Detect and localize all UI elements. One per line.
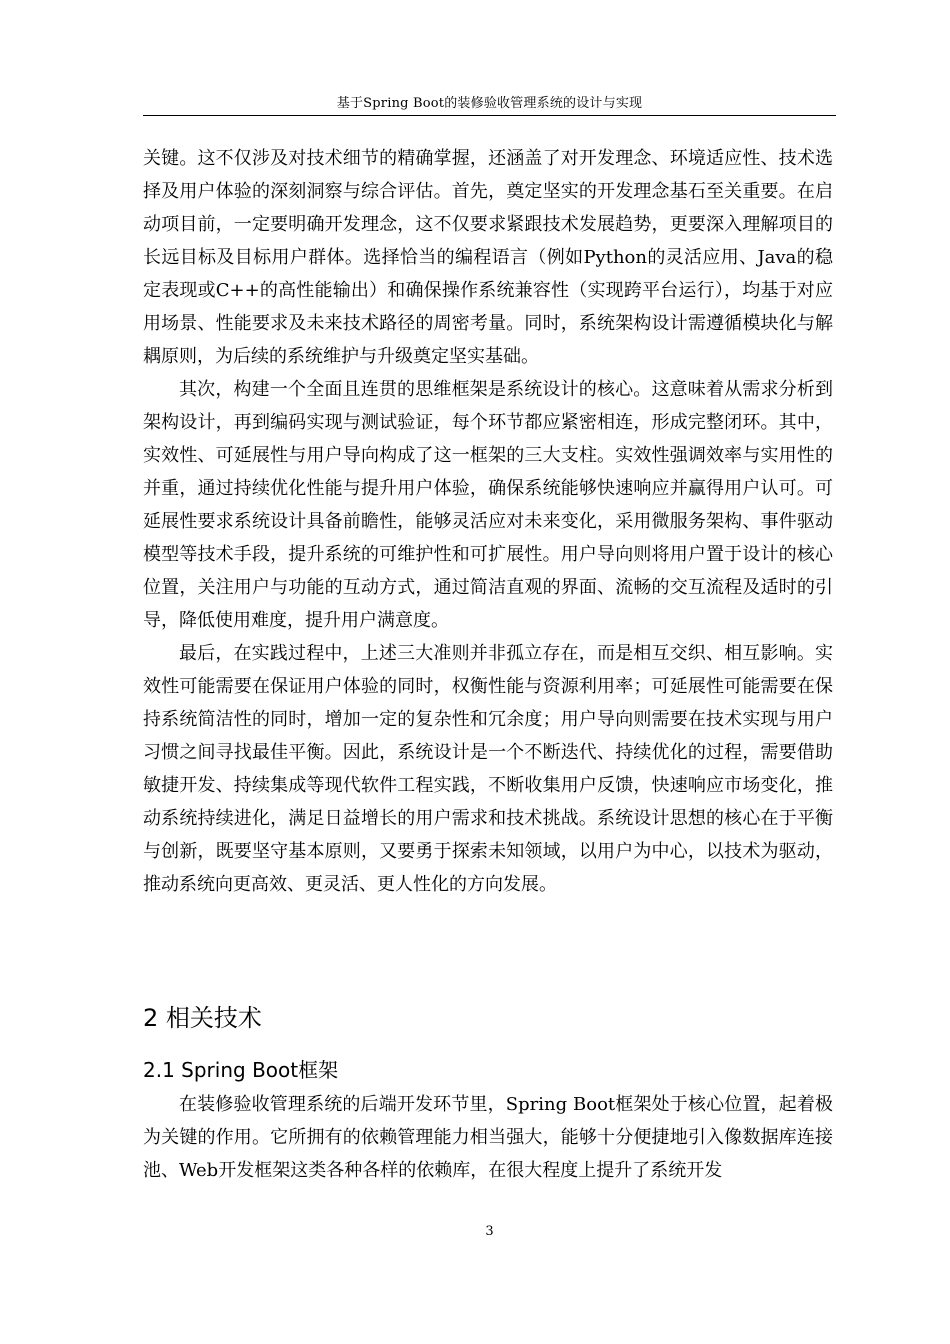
page-number: 3 — [485, 1224, 494, 1239]
running-header: 基于Spring Boot的装修验收管理系统的设计与实现 — [336, 96, 643, 111]
header-rule — [143, 115, 836, 116]
section-heading: 2 相关技术 — [143, 1004, 262, 1032]
section-body — [143, 1088, 833, 1187]
paragraph-3: 最后，在实践过程中，上述三大准则并非孤立存在，而是相互交织、相互影响。实效性可能需要在保证用户体验的同时，权衡性能与资源利用率；可延展性可能需要在保持系统简洁性的同时，增加一定的复杂性和冗余度；用户导向则需要在技术实现与用户习惯之间寻找最佳平衡。因此，系统设计是一个不断迭代、持续优化的过程，需要借助敏捷开发、持续集成等现代软件工程实践，不断收集用户反馈，快速响应市场变化，推动系统持续进化，满足日益增长的用户需求和技术挑战。系统设计思想的核心在于平衡与创新，既要坚守基本原则，又要勇于探索未知领域，以用户为中心，以技术为驱动，推动系统向更高效、更灵活、更人性化的方向发展。 — [143, 643, 833, 895]
body-text — [143, 142, 833, 901]
paragraph-2: 其次，构建一个全面且连贯的思维框架是系统设计的核心。这意味着从需求分析到架构设计，再到编码实现与测试验证，每个环节都应紧密相连，形成完整闭环。其中，实效性、可延展性与用户导向构成了这一框架的三大支柱。实效性强调效率与实用性的并重，通过持续优化性能与提升用户体验，确保系统能够快速响应并赢得用户认可。可延展性要求系统设计具备前瞻性，能够灵活应对未来变化，采用微服务架构、事件驱动模型等技术手段，提升系统的可维护性和可扩展性。用户导向则将用户置于设计的核心位置，关注用户与功能的互动方式，通过简洁直观的界面、流畅的交互流程及适时的引导，降低使用难度，提升用户满意度。 — [143, 379, 833, 631]
paragraph-1: 关键。这不仅涉及对技术细节的精确掌握，还涵盖了对开发理念、环境适应性、技术选择及用户体验的深刻洞察与综合评估。首先，奠定坚实的开发理念基石至关重要。在启动项目前，一定要明确开发理念，这不仅要求紧跟技术发展趋势，更要深入理解项目的长远目标及目标用户群体。选择恰当的编程语言（例如Python的灵活应用、Java的稳定表现或C++的高性能输出）和确保操作系统兼容性（实现跨平台运行），均基于对应用场景、性能要求及未来技术路径的周密考量。同时，系统架构设计需遵循模块化与解耦原则，为后续的系统维护与升级奠定坚实基础。 — [143, 148, 833, 367]
section-paragraph: 在装修验收管理系统的后端开发环节里，Spring Boot框架处于核心位置，起着极为关键的作用。它所拥有的依赖管理能力相当强大，能够十分便捷地引入像数据库连接池、Web开发框架这类各种各样的依赖库，在很大程度上提升了系统开发 — [143, 1094, 833, 1181]
subsection-heading: 2.1 Spring Boot框架 — [143, 1058, 339, 1082]
